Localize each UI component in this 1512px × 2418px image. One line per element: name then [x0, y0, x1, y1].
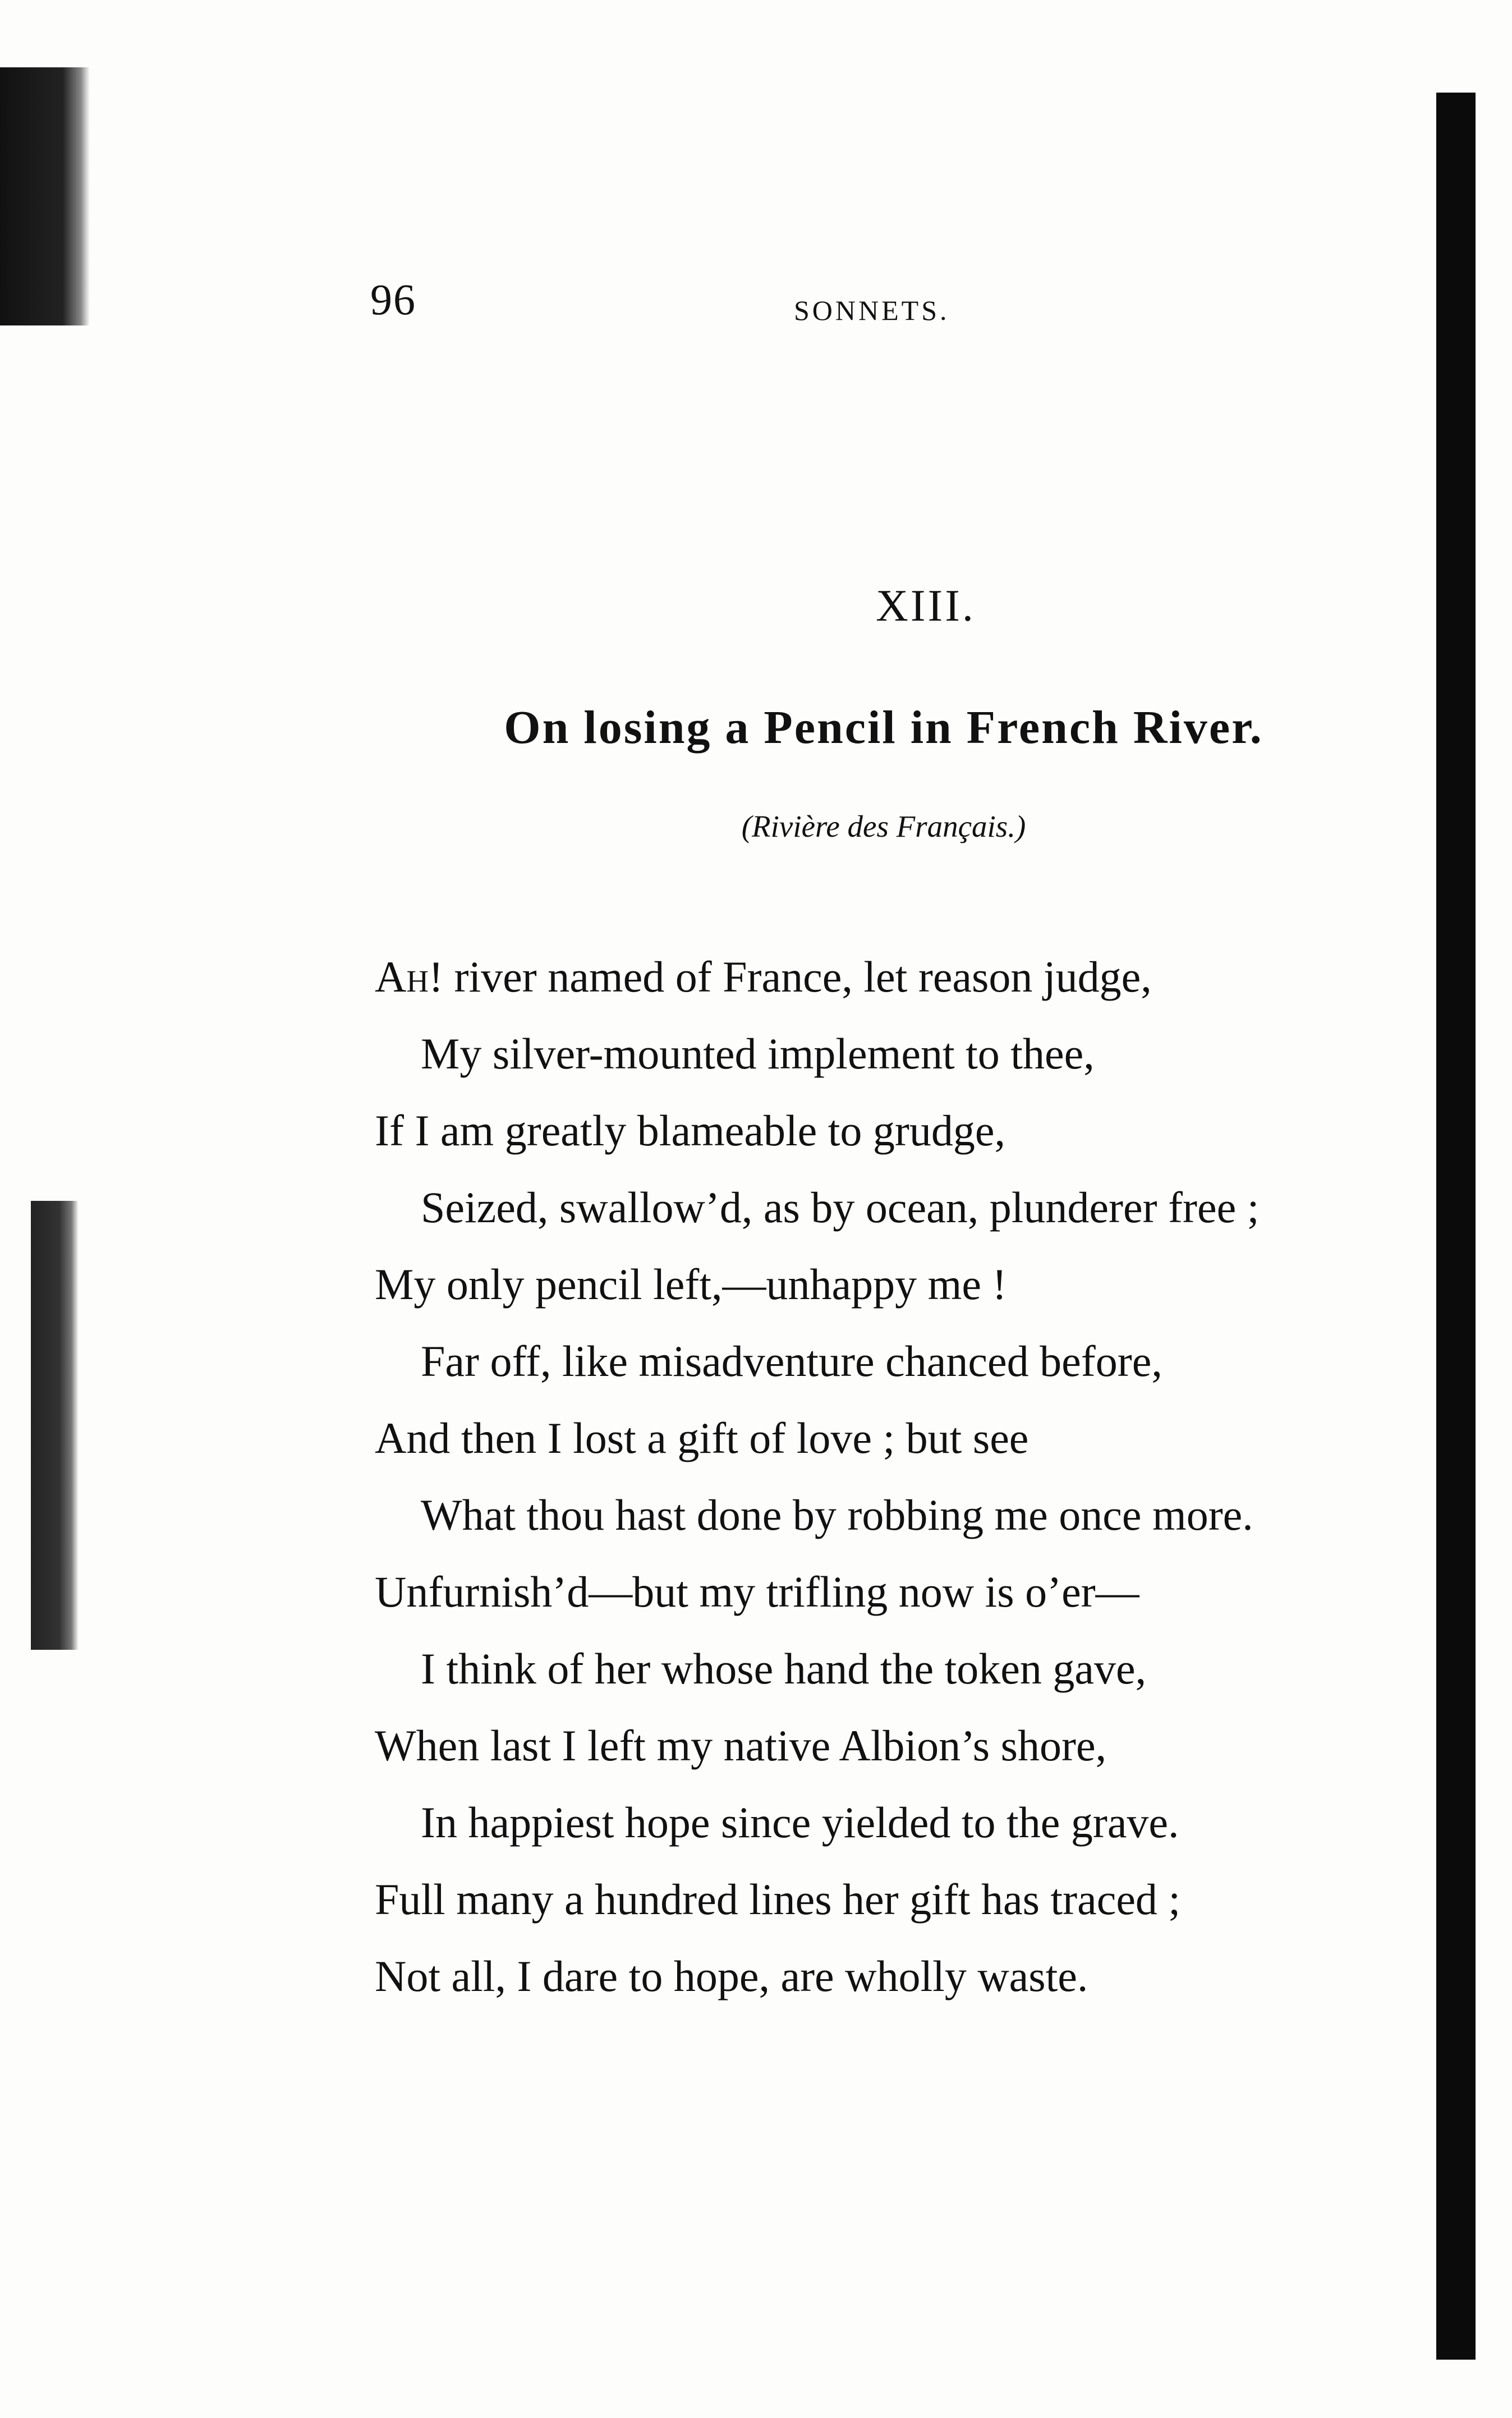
binding-shadow-lower — [31, 1201, 79, 1650]
poem-line: If I am greatly blameable to grudge, — [375, 1106, 1006, 1155]
poem-line: Full many a hundred lines her gift has traced ; — [375, 1875, 1181, 1924]
poem-line: In happiest hope since yielded to the grave. — [421, 1798, 1179, 1847]
poem-line: My only pencil left,—unhappy me ! — [375, 1260, 1007, 1309]
poem-line: Seized, swallow’d, as by ocean, plunderer free ; — [421, 1183, 1260, 1232]
first-word: Ah — [375, 952, 429, 1001]
poem-line: When last I left my native Albion’s shore, — [375, 1721, 1107, 1770]
page-number: 96 — [370, 275, 416, 324]
poem-line: Far off, like misadventure chanced before, — [421, 1337, 1162, 1385]
page-edge-shadow — [1436, 93, 1476, 2360]
binding-shadow — [0, 67, 90, 325]
poem-line: Unfurnish’d—but my trifling now is o’er— — [375, 1567, 1139, 1616]
sonnet-title: On losing a Pencil in French River. — [504, 701, 1263, 754]
poem-line — [375, 938, 1413, 1015]
running-head: SONNETS. — [794, 295, 950, 326]
poem-line: What thou hast done by robbing me once more. — [421, 1490, 1253, 1539]
poem-line: Not all, I dare to hope, are wholly waste. — [375, 1952, 1088, 2001]
poem-line-text: ! river named of France, let reason judge, — [429, 952, 1152, 1001]
poem-line: My silver-mounted implement to thee, — [421, 1029, 1095, 1078]
sonnet-subtitle: (Rivière des Français.) — [741, 809, 1026, 843]
poem-body — [375, 938, 1413, 2015]
poem-line: I think of her whose hand the token gave, — [421, 1644, 1147, 1693]
sonnet-number: XIII. — [876, 581, 976, 631]
poem-line: And then I lost a gift of love ; but see — [375, 1414, 1029, 1462]
